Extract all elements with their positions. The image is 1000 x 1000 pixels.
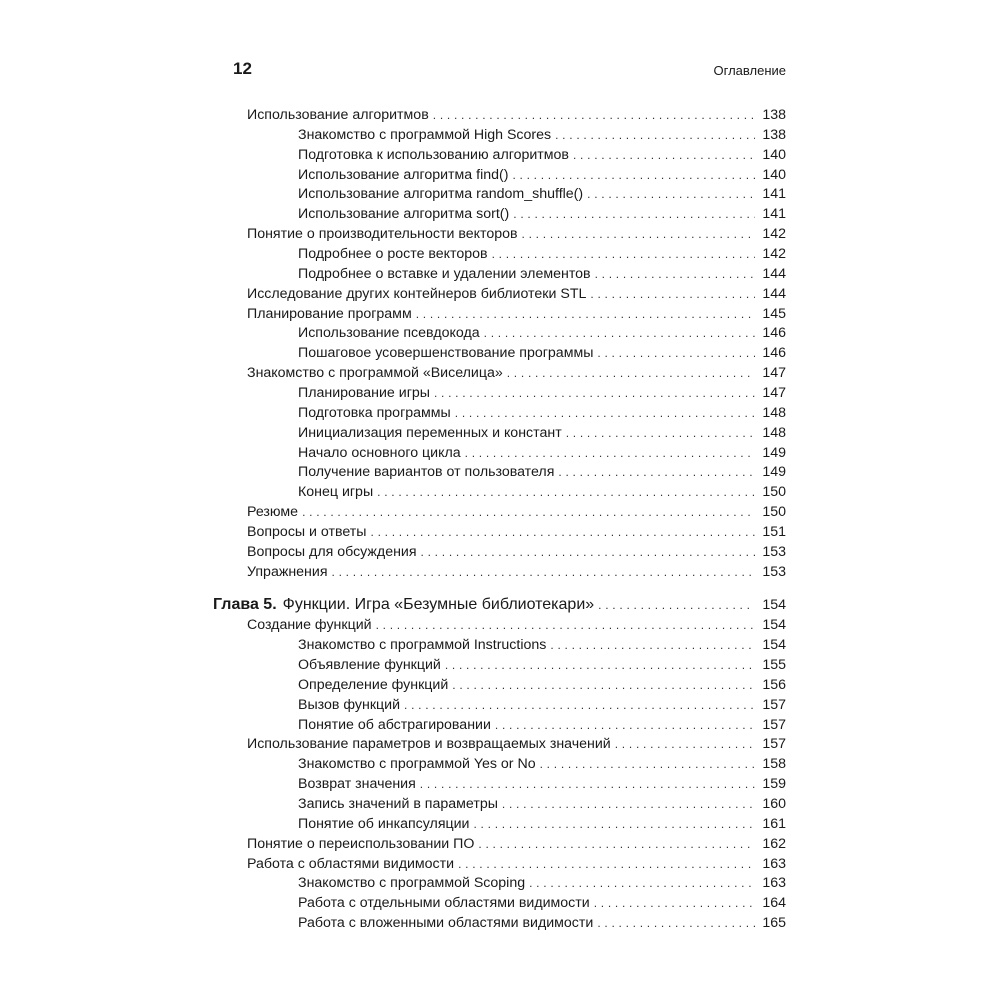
dot-leader [594, 894, 755, 913]
toc-entry-title: Работа с областями видимости [247, 855, 455, 872]
dot-leader [597, 914, 755, 933]
toc-page-number: 151 [762, 523, 786, 540]
toc-entry-title: Использование алгоритмов [247, 107, 429, 123]
toc-page-number: 148 [762, 404, 786, 421]
toc-subsection-entry [298, 384, 786, 403]
toc-page-number: 164 [762, 895, 786, 912]
toc-entry-title: Подготовка к использованию алгоритмов [298, 146, 569, 163]
toc-entry-title: Знакомство с программой Yes or No [298, 756, 536, 773]
toc-section-entry [247, 835, 786, 854]
toc-entry-text [247, 503, 298, 522]
dot-leader [377, 483, 755, 502]
toc-section-entry [247, 305, 786, 324]
dot-leader [433, 106, 755, 125]
toc-page-number: 138 [762, 126, 786, 143]
dot-leader [529, 874, 755, 893]
toc-page-number: 162 [762, 835, 786, 852]
toc-entry-text [298, 344, 593, 363]
dot-leader [434, 384, 755, 403]
toc-entry-title: Подробнее о росте векторов [298, 245, 488, 262]
dot-leader [420, 775, 755, 794]
toc-page-number: 157 [762, 736, 786, 753]
toc-page-number: 141 [762, 206, 786, 223]
dot-leader [615, 735, 755, 754]
toc-entry-text [298, 424, 562, 443]
toc-entry-title: Работа с вложенными областями видимости [298, 915, 594, 931]
toc-entry-title: Запись значений в параметры [298, 795, 498, 812]
toc-entry-text [247, 225, 518, 244]
toc-entry-text [298, 245, 488, 264]
toc-entry-title: Пошаговое усовершенствование программы [298, 345, 594, 362]
toc-section-entry [247, 364, 786, 383]
toc-section-entry [247, 855, 786, 874]
toc-subsection-entry [298, 894, 786, 913]
dot-leader [566, 424, 755, 443]
toc-subsection-entry [298, 404, 786, 423]
toc-entry-title: Планирование программ [247, 305, 412, 322]
dot-leader [595, 265, 755, 284]
toc-subsection-entry [298, 463, 786, 482]
dot-leader [513, 205, 755, 224]
toc-entry-title: Инициализация переменных и констант [298, 424, 562, 441]
toc-page-number: 154 [762, 617, 786, 634]
toc-entry-title: Создание функций [247, 617, 372, 634]
toc-entry-title: Работа с отдельными областями видимости [298, 895, 590, 912]
dot-leader [302, 503, 755, 522]
toc-entry-title: Упражнения [247, 563, 328, 580]
toc-entry-title: Понятие о переиспользовании ПО [247, 835, 475, 852]
toc-entry-title: Понятие об инкапсуляции [298, 815, 470, 832]
toc-section-entry [247, 225, 786, 244]
toc-entry-title: Вызов функций [298, 696, 401, 713]
toc-entry-title: Исследование других контейнеров библиотеки STL [247, 285, 587, 302]
toc-page-number: 163 [762, 875, 786, 892]
toc-page-number: 149 [762, 464, 786, 481]
toc-entry-title: Получение вариантов от пользователя [298, 464, 555, 481]
toc-page-number: 146 [762, 345, 786, 362]
toc-entry-text [298, 636, 546, 655]
toc-entry-title: Вопросы и ответы [247, 523, 367, 540]
dot-leader [455, 404, 755, 423]
toc-entry-text [247, 563, 328, 582]
toc-entry-text [247, 285, 586, 304]
toc-page-number: 150 [762, 484, 786, 501]
toc-entry-title: Использование параметров и возвращаемых значений [247, 736, 611, 753]
running-head: Оглавление [713, 63, 786, 78]
toc-page-number: 156 [762, 676, 786, 693]
toc-entry-text [298, 656, 441, 675]
toc-entry-title: Знакомство с программой «Виселица» [247, 365, 503, 382]
toc-entry-text [247, 835, 474, 854]
toc-entry-title: Подготовка программы [298, 404, 451, 421]
toc-entry-text [213, 594, 594, 615]
toc-subsection-entry [298, 636, 786, 655]
toc-subsection-entry [298, 146, 786, 165]
dot-leader [452, 676, 755, 695]
dot-leader [484, 324, 755, 343]
toc-entry-title: Знакомство с программой Instructions [298, 637, 547, 654]
toc-subsection-entry [298, 676, 786, 695]
toc-entry-title: Знакомство с программой High Scores [298, 126, 552, 143]
toc-page-number: 140 [762, 146, 786, 163]
toc-page-number: 147 [762, 365, 786, 382]
toc-entry-title: Резюме [247, 504, 299, 520]
toc-entry-text [298, 205, 509, 224]
dot-leader [332, 563, 756, 582]
toc-entry-text [298, 696, 400, 715]
toc-entry-title: Вопросы для обсуждения [247, 543, 417, 560]
dot-leader [376, 616, 755, 635]
dot-leader [465, 444, 755, 463]
toc-entry-text [247, 616, 372, 635]
toc-entry-title: Функции. Игра «Безумные библиотекари» [282, 596, 595, 614]
toc-page-number: 142 [762, 226, 786, 243]
toc-page-number: 165 [762, 915, 786, 931]
toc-section-entry [247, 616, 786, 635]
toc-subsection-entry [298, 205, 786, 224]
toc-entry-text [298, 716, 491, 735]
toc-entry-title: Знакомство с программой Scoping [298, 875, 526, 892]
toc-entry-text [247, 543, 417, 562]
dot-leader [473, 815, 755, 834]
toc-entry-text [247, 305, 412, 324]
dot-leader [540, 755, 755, 774]
dot-leader [512, 166, 755, 185]
dot-leader [597, 344, 755, 363]
dot-leader [550, 636, 755, 655]
toc-subsection-entry [298, 444, 786, 463]
toc-subsection-entry [298, 126, 786, 145]
toc-section-entry [247, 563, 786, 582]
toc-page-number: 153 [762, 543, 786, 560]
toc-page-number: 154 [762, 597, 786, 614]
toc-entry-title: Использование алгоритма random_shuffle() [298, 186, 584, 203]
toc-entry-title: Объявление функций [298, 657, 441, 673]
toc-entry-title: Конец игры [298, 484, 374, 501]
toc-subsection-entry [298, 815, 786, 834]
toc-entry-text [298, 384, 430, 403]
toc-section-entry [247, 285, 786, 304]
toc-page-number: 146 [762, 325, 786, 342]
dot-leader [522, 225, 755, 244]
toc-subsection-entry [298, 344, 786, 363]
toc-chapter-entry [213, 594, 786, 616]
dot-leader [404, 696, 755, 715]
dot-leader [502, 795, 755, 814]
toc-entry-text [298, 444, 461, 463]
toc-subsection-entry [298, 265, 786, 284]
toc-entry-text [298, 676, 448, 695]
dot-leader [590, 285, 755, 304]
toc-entry-title: Планирование игры [298, 384, 430, 401]
toc-subsection-entry [298, 716, 786, 735]
toc-entry-text [247, 106, 429, 125]
toc-entry-text [298, 815, 469, 834]
toc-page-number: 154 [762, 637, 786, 654]
dot-leader [555, 126, 755, 145]
toc-entry-title: Понятие об абстрагировании [298, 716, 491, 733]
toc-page-number: 148 [762, 424, 786, 441]
toc-entry-text [298, 126, 551, 145]
toc-subsection-entry [298, 483, 786, 502]
toc-entry-title: Использование псевдокода [298, 325, 480, 342]
toc-entry-text [247, 855, 454, 874]
dot-leader [492, 245, 755, 264]
dot-leader [495, 716, 755, 735]
toc-page-number: 150 [762, 504, 786, 520]
toc-entry-text [298, 894, 590, 913]
toc-entry-title: Понятие о производительности векторов [247, 226, 518, 243]
toc-entry-text [298, 404, 451, 423]
page-number: 12 [233, 59, 252, 78]
toc-section-entry [247, 503, 786, 522]
toc-subsection-entry [298, 424, 786, 443]
dot-leader [445, 656, 755, 675]
toc-page-number: 153 [762, 563, 786, 580]
toc-page-number: 158 [762, 756, 786, 773]
toc-subsection-entry [298, 245, 786, 264]
toc-subsection-entry [298, 874, 786, 893]
toc-page-number: 142 [762, 245, 786, 262]
toc-page-number: 145 [762, 305, 786, 322]
toc-entry-text [298, 914, 593, 933]
toc-subsection-entry [298, 914, 786, 933]
toc-entry-text [298, 166, 508, 185]
toc-subsection-entry [298, 775, 786, 794]
toc-page-number: 144 [762, 265, 786, 282]
dot-leader [558, 463, 755, 482]
toc-entry-text [298, 874, 525, 893]
toc-page-number: 157 [762, 716, 786, 733]
toc-entry-title: Подробнее о вставке и удалении элементов [298, 265, 591, 282]
toc-page-number: 161 [762, 815, 786, 832]
dot-leader [371, 523, 756, 542]
chapter-label: Глава 5. [213, 596, 277, 614]
toc-entry-text [298, 795, 498, 814]
toc-page-number: 141 [762, 186, 786, 203]
toc-subsection-entry [298, 166, 786, 185]
toc-entry-title: Использование алгоритма sort() [298, 206, 510, 223]
toc-subsection-entry [298, 324, 786, 343]
toc-page-number: 160 [762, 795, 786, 812]
toc-entry-text [298, 185, 583, 204]
toc-subsection-entry [298, 696, 786, 715]
toc-page-number: 144 [762, 285, 786, 302]
toc-page-number: 163 [762, 855, 786, 872]
toc-page-number: 157 [762, 696, 786, 713]
toc-section-entry [247, 523, 786, 542]
toc-entry-title: Определение функций [298, 676, 449, 693]
toc-subsection-entry [298, 795, 786, 814]
dot-leader [573, 146, 755, 165]
toc-page-number: 140 [762, 166, 786, 183]
toc-entry-text [298, 755, 536, 774]
toc-page-number: 138 [762, 107, 786, 123]
toc-entry-text [298, 775, 416, 794]
toc-section-entry [247, 735, 786, 754]
toc-page-number: 159 [762, 776, 786, 793]
dot-leader [458, 855, 755, 874]
toc-section-entry [247, 106, 786, 125]
dot-leader [421, 543, 755, 562]
toc-section-entry [247, 543, 786, 562]
dot-leader [416, 305, 755, 324]
dot-leader [587, 185, 755, 204]
toc-entry-text [298, 324, 480, 343]
toc-entry-text [247, 523, 367, 542]
toc-entry-title: Возврат значения [298, 776, 416, 793]
toc-page-number: 147 [762, 384, 786, 401]
toc-entry-title: Начало основного цикла [298, 444, 461, 461]
toc-entry-text [298, 146, 569, 165]
toc-entry-title: Использование алгоритма find() [298, 166, 509, 183]
toc-subsection-entry [298, 656, 786, 675]
dot-leader [507, 364, 755, 383]
dot-leader [598, 595, 751, 616]
toc-entry-text [298, 483, 373, 502]
toc-entry-text [298, 463, 554, 482]
toc-entry-text [298, 265, 591, 284]
toc-subsection-entry [298, 755, 786, 774]
toc-page-number: 155 [762, 657, 786, 673]
toc-entry-text [247, 364, 503, 383]
toc-page-number: 149 [762, 444, 786, 461]
toc-entry-text [247, 735, 611, 754]
toc-subsection-entry [298, 185, 786, 204]
dot-leader [478, 835, 755, 854]
